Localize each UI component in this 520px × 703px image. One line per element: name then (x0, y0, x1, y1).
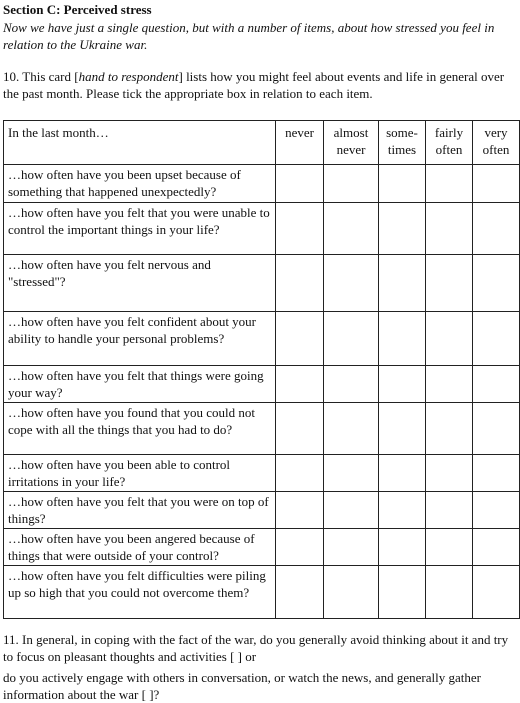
column-header-stem: In the last month… (4, 121, 276, 165)
answer-cell-fairly-often[interactable] (426, 529, 473, 566)
table-row (4, 566, 520, 619)
answer-cell-never[interactable] (276, 492, 324, 529)
column-header-almost-never: almost never (324, 121, 379, 165)
answer-cell-sometimes[interactable] (379, 492, 426, 529)
answer-cell-very-often[interactable] (473, 203, 520, 255)
answer-cell-almost-never[interactable] (324, 566, 379, 619)
column-header-sometimes: some- times (379, 121, 426, 165)
answer-cell-sometimes[interactable] (379, 403, 426, 455)
answer-cell-very-often[interactable] (473, 165, 520, 203)
answer-cell-never[interactable] (276, 312, 324, 366)
answer-cell-almost-never[interactable] (324, 492, 379, 529)
column-header-never: never (276, 121, 324, 165)
item-text: …how often have you felt confident about your ability to handle your personal problems? (4, 312, 276, 366)
question-10-prefix: 10. This card [ (3, 69, 79, 84)
answer-cell-almost-never[interactable] (324, 455, 379, 492)
table-row (4, 529, 520, 566)
answer-cell-almost-never[interactable] (324, 529, 379, 566)
answer-cell-almost-never[interactable] (324, 203, 379, 255)
item-text: …how often have you felt that things were going your way? (4, 366, 276, 403)
answer-cell-never[interactable] (276, 566, 324, 619)
question-11-part-2: do you actively engage with others in conversation, or watch the news, and generally gather information about the war [ ]? (3, 670, 481, 702)
item-text: …how often have you been angered because of things that were outside of your control? (4, 529, 276, 566)
answer-cell-very-often[interactable] (473, 255, 520, 312)
item-text: …how often have you felt that you were on top of things? (4, 492, 276, 529)
answer-cell-sometimes[interactable] (379, 203, 426, 255)
answer-cell-never[interactable] (276, 255, 324, 312)
intro-text: Now we have just a single question, but with a number of items, about how stressed you feel in relation to the Ukraine war. (3, 20, 495, 52)
answer-cell-fairly-often[interactable] (426, 492, 473, 529)
answer-cell-very-often[interactable] (473, 566, 520, 619)
question-11-part-1: 11. In general, in coping with the fact of the war, do you generally avoid thinking about it and try to focus on pleasant thoughts and activities [ ] or (3, 632, 509, 664)
answer-cell-never[interactable] (276, 203, 324, 255)
item-text: …how often have you found that you could not cope with all the things that you had to do? (4, 403, 276, 455)
stress-scale-table (3, 120, 520, 619)
answer-cell-very-often[interactable] (473, 366, 520, 403)
answer-cell-sometimes[interactable] (379, 165, 426, 203)
table-header-row (4, 121, 520, 165)
interviewer-instruction: hand to respondent (78, 69, 179, 84)
answer-cell-very-often[interactable] (473, 312, 520, 366)
column-header-very-often: very often (473, 121, 520, 165)
table-row (4, 455, 520, 492)
answer-cell-never[interactable] (276, 366, 324, 403)
answer-cell-never[interactable] (276, 529, 324, 566)
answer-cell-almost-never[interactable] (324, 312, 379, 366)
answer-cell-almost-never[interactable] (324, 403, 379, 455)
answer-cell-sometimes[interactable] (379, 455, 426, 492)
answer-cell-never[interactable] (276, 455, 324, 492)
question-10 (3, 68, 515, 102)
answer-cell-fairly-often[interactable] (426, 566, 473, 619)
answer-cell-almost-never[interactable] (324, 366, 379, 403)
answer-cell-sometimes[interactable] (379, 312, 426, 366)
answer-cell-fairly-often[interactable] (426, 165, 473, 203)
answer-cell-very-often[interactable] (473, 529, 520, 566)
answer-cell-fairly-often[interactable] (426, 203, 473, 255)
table-row (4, 366, 520, 403)
item-text: …how often have you felt difficulties were piling up so high that you could not overcome them? (4, 566, 276, 619)
table-row (4, 312, 520, 366)
item-text: …how often have you felt that you were unable to control the important things in your life? (4, 203, 276, 255)
answer-cell-almost-never[interactable] (324, 255, 379, 312)
answer-cell-sometimes[interactable] (379, 529, 426, 566)
answer-cell-very-often[interactable] (473, 492, 520, 529)
answer-cell-very-often[interactable] (473, 403, 520, 455)
answer-cell-sometimes[interactable] (379, 366, 426, 403)
answer-cell-sometimes[interactable] (379, 566, 426, 619)
question-10-suffix: ] lists how you might feel about events and life in general over the past month. Please tick the appropriate box in relation to each item. (3, 69, 505, 101)
answer-cell-fairly-often[interactable] (426, 455, 473, 492)
table-row (4, 165, 520, 203)
section-title: Section C: Perceived stress (3, 2, 152, 17)
table-row (4, 255, 520, 312)
table-row (4, 403, 520, 455)
answer-cell-very-often[interactable] (473, 455, 520, 492)
answer-cell-almost-never[interactable] (324, 165, 379, 203)
answer-cell-fairly-often[interactable] (426, 312, 473, 366)
answer-cell-fairly-often[interactable] (426, 255, 473, 312)
answer-cell-fairly-often[interactable] (426, 366, 473, 403)
item-text: …how often have you been able to control irritations in your life? (4, 455, 276, 492)
column-header-fairly-often: fairly often (426, 121, 473, 165)
item-text: …how often have you been upset because of something that happened unexpectedly? (4, 165, 276, 203)
item-text: …how often have you felt nervous and "stressed"? (4, 255, 276, 312)
answer-cell-never[interactable] (276, 403, 324, 455)
table-row (4, 492, 520, 529)
answer-cell-fairly-often[interactable] (426, 403, 473, 455)
table-row (4, 203, 520, 255)
answer-cell-never[interactable] (276, 165, 324, 203)
answer-cell-sometimes[interactable] (379, 255, 426, 312)
